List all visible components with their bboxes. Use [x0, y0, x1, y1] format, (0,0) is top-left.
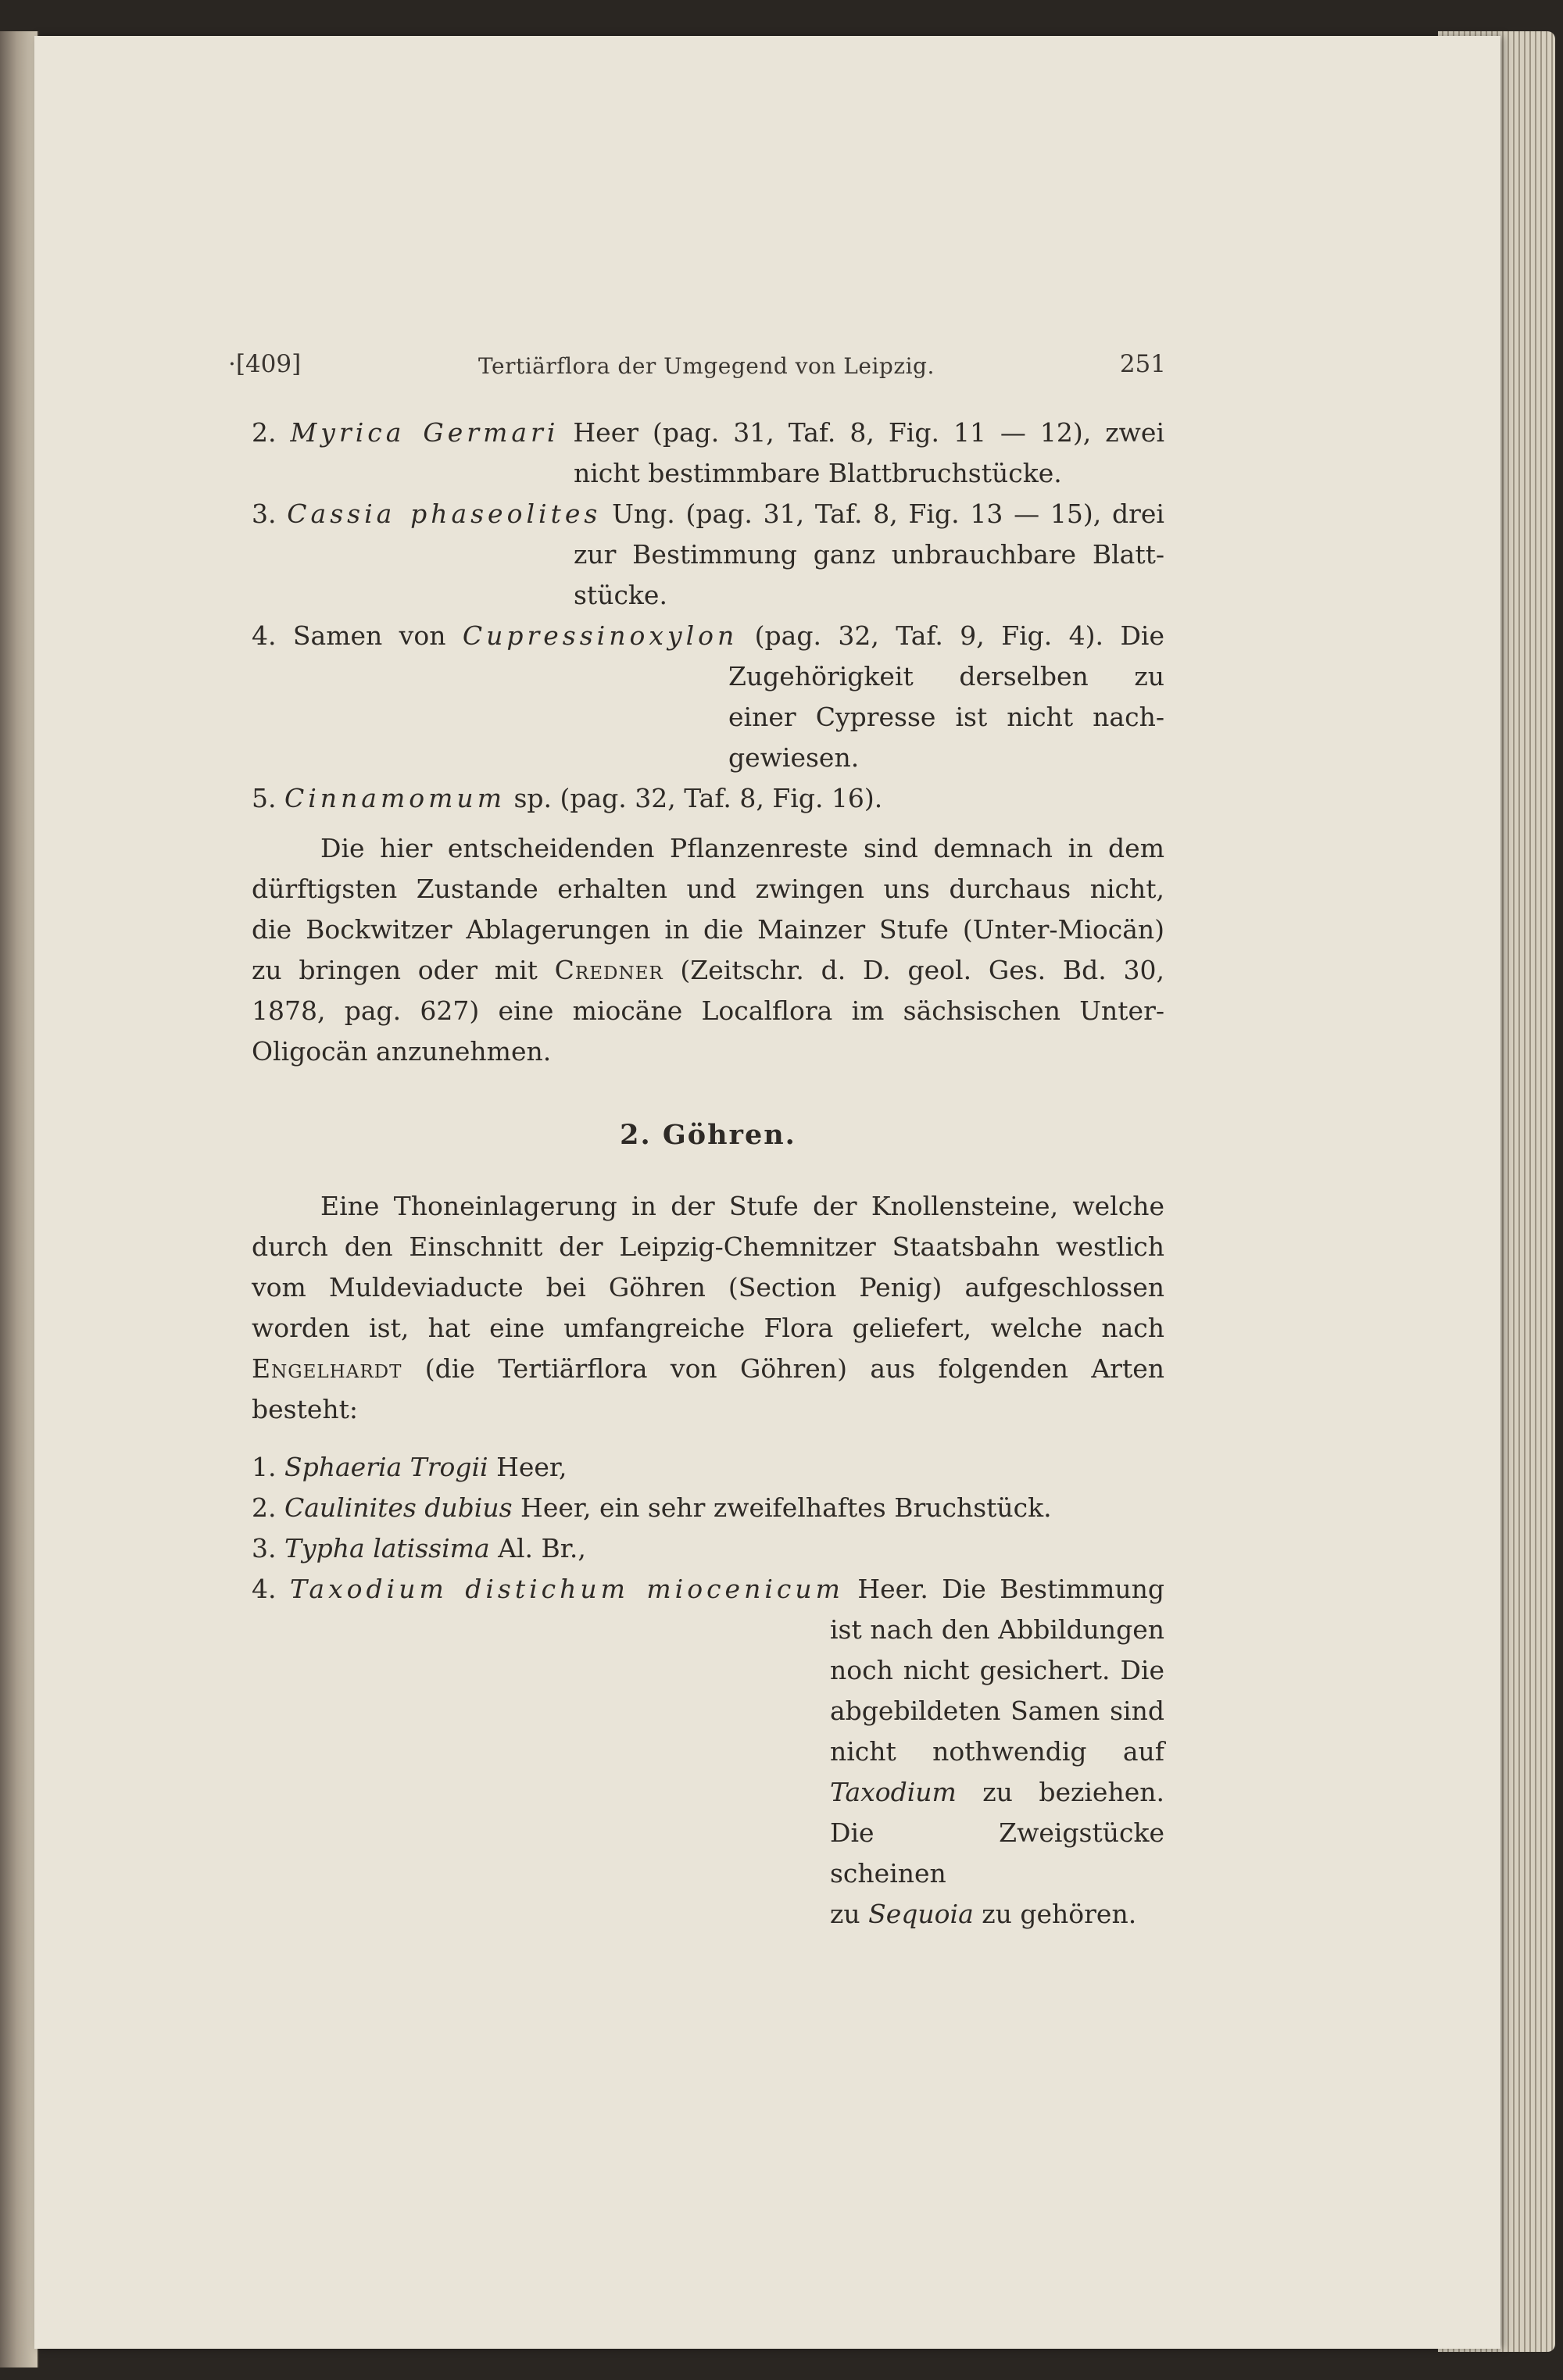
species-name: Cassia phaseolites — [287, 499, 602, 529]
list-item: 2. Caulinites dubius Heer, ein sehr zweifelhaftes Bruchstück. — [252, 1492, 1052, 1523]
left-page-edge — [0, 31, 39, 2367]
author-name: Credner — [554, 955, 663, 985]
paragraph-conclusion: Die hier entscheidenden Pflanzenreste sind demnach in dem dürftigsten Zustande erhalten und zwingen uns durchaus nicht, die Bockwitzer Ablagerungen in die Mainzer Stufe (Unter-Miocän) zu bringen oder mit Credner (Zeitschr. d. D. geol. Ges. Bd. 30, 1878, pag. 627) eine miocäne Localflora im sächsischen Unter- Oligocän anzunehmen. — [252, 833, 1164, 1067]
species-name: Taxodium distichum miocenicum — [289, 1574, 844, 1604]
species-list-goehren — [252, 1447, 1164, 1935]
list-item: 4. Samen von Cupressinoxylon (pag. 32, Taf. 9, Fig. 4). Die Zugehörigkeit derselben zu einer Cypresse ist nicht nach- gewiesen. — [252, 620, 1164, 773]
species-name: Caulinites dubius — [284, 1492, 513, 1523]
species-list-bockwitz — [252, 413, 1164, 819]
list-item: 4. Taxodium distichum miocenicum Heer. Die Bestimmung ist nach den Abbildungen noch nicht gesichert. Die abgebildeten Samen sind nicht nothwendig auf Taxodium zu beziehen. Die Zweigstücke scheinen zu Sequoia zu gehören. — [252, 1574, 1165, 1929]
list-item: 2. Myrica Germari Heer (pag. 31, Taf. 8, Fig. 11 — 12), zwei nicht bestimmbare Blattbruchstücke. — [252, 417, 1164, 488]
paragraph-goehren: Eine Thoneinlagerung in der Stufe der Knollensteine, welche durch den Einschnitt der Leipzig-Chemnitzer Staatsbahn westlich vom Muldeviaducte bei Göhren (Section Penig) aufgeschlossen worden ist, hat eine umfangreiche Flora geliefert, welche nach Engelhardt (die Tertiärflora von Göhren) aus folgenden Arten besteht: — [252, 1191, 1164, 1424]
list-item: 3. Cassia phaseolites Ung. (pag. 31, Taf. 8, Fig. 13 — 15), drei zur Bestimmung ganz unbrauchbare Blatt- stücke. — [252, 499, 1164, 610]
species-name: Sequoia — [868, 1899, 974, 1929]
list-item: 5. Cinnamomum sp. (pag. 32, Taf. 8, Fig. 16). — [252, 783, 883, 813]
running-title: Tertiärflora der Umgegend von Leipzig. — [478, 353, 935, 379]
page-number: 251 — [1119, 350, 1166, 378]
species-name: Cupressinoxylon — [462, 620, 739, 651]
page-marker: ·[409] — [228, 350, 302, 378]
section-heading: 2. Göhren. — [620, 1119, 796, 1151]
species-name: Myrica Germari — [290, 417, 560, 448]
species-name: Taxodium — [830, 1777, 957, 1807]
species-name: Typha latissima — [284, 1533, 490, 1563]
list-item: 1. Sphaeria Trogii Heer, — [252, 1452, 567, 1482]
running-header — [228, 350, 1166, 389]
list-item: 3. Typha latissima Al. Br., — [252, 1533, 586, 1563]
species-name: Cinnamomum — [284, 783, 506, 813]
species-name: Sphaeria Trogii — [284, 1452, 488, 1482]
author-name: Engelhardt — [252, 1353, 402, 1384]
